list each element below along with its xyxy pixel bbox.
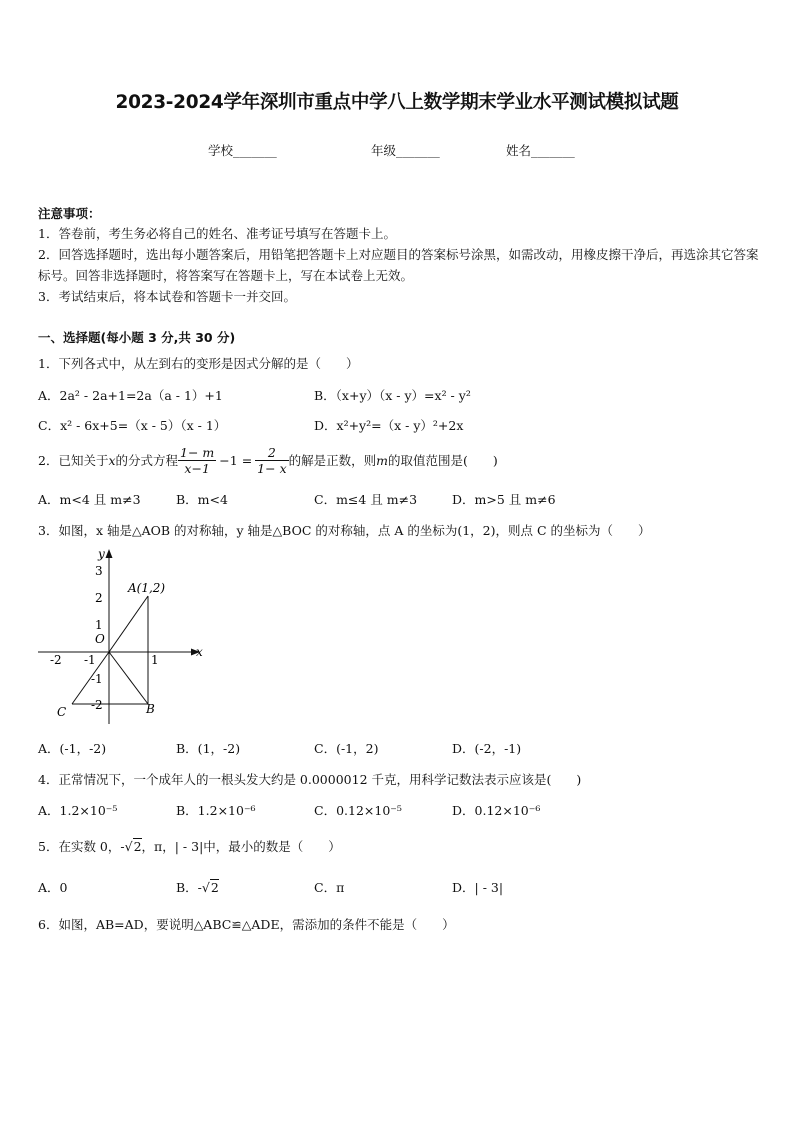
y-axis-label: y [98,547,105,561]
question-4-option-d: D．0.12×10⁻⁶ [452,803,541,818]
notice-item: 3．考试结束后，将本试卷和答题卡一并交回。 [38,289,296,304]
q2-frac1-num: 1− m [180,444,215,460]
question-2-option-d: D．m>5 且 m≠6 [452,492,556,507]
q2-minus-one: −1 = [219,452,253,468]
segment-oa [109,596,148,652]
notice-item: 1．答卷前，考生务必将自己的姓名、准考证号填写在答题卡上。 [38,226,396,241]
section-heading: 一、选择题(每小题 3 分,共 30 分) [38,330,236,345]
q5-stem-b: ，π，| - 3|中，最小的数是（ ） [141,839,341,854]
q2-fraction-2 [255,445,288,476]
coordinate-figure [38,544,218,726]
question-4-option-c: C．0.12×10⁻⁵ [314,803,402,818]
school-field: 学校_______ [208,143,277,158]
question-2-option-a: A．m<4 且 m≠3 [38,492,141,507]
question-3-option-d: D．(-2，-1) [452,741,522,756]
q2-var-m: m [376,452,388,468]
question-5-stem: 5．在实数 0，-√2，π，| - 3|中，最小的数是（ ） [38,839,341,854]
point-a-label: A(1,2) [128,581,166,595]
segment-ob [109,652,148,704]
question-5-option-b: B．-√2 [176,880,219,895]
q2-mid: 的分式方程 [115,453,179,468]
q5-b-prefix: B．- [176,880,202,895]
y-tick-label: 3 [95,564,103,578]
question-5-option-d: D．| - 3| [452,880,504,895]
q2-frac2-num: 2 [255,445,288,461]
question-5-option-a: A．0 [38,880,68,895]
y-axis-arrow [106,549,113,558]
question-2-stem [38,441,498,479]
q2-frac1-den: x−1 [184,460,210,476]
question-1-stem: 1．下列各式中，从左到右的变形是因式分解的是（ ） [38,356,359,371]
question-1-option-d: D．x²+y²=（x - y）²+2x [314,418,464,433]
q2-suffix-b: 的取值范围是( ) [388,453,498,468]
y-tick-label: 2 [95,591,103,605]
question-3-option-b: B．(1，-2) [176,741,241,756]
name-field: 姓名_______ [506,143,575,158]
q2-suffix-a: 的解是正数，则 [288,453,377,468]
q5-stem-a: 5．在实数 0，- [38,839,125,854]
question-1-option-a: A．2a² - 2a+1=2a（a - 1）+1 [38,388,223,403]
q2-var-x: x [108,452,116,468]
x-tick-label: -1 [84,653,96,667]
x-tick-label: -2 [50,653,62,667]
question-4-option-a: A．1.2×10⁻⁵ [38,803,118,818]
question-1-option-c: C．x² - 6x+5=（x - 5）（x - 1） [38,418,227,433]
x-tick-label: 1 [151,653,159,667]
question-2-option-b: B．m<4 [176,492,228,507]
question-3-option-c: C．(-1，2) [314,741,379,756]
q2-frac2-den: 1− x [257,460,287,476]
point-c-label: C [57,705,67,719]
q5-b-sqrt: 2 [210,880,219,895]
page-title: 2023-2024学年深圳市重点中学八上数学期末学业水平测试模拟试题 [115,92,679,113]
notice-heading: 注意事项： [38,206,101,221]
origin-label: O [95,632,105,646]
q2-fraction-1 [178,445,216,476]
y-tick-label: -1 [91,672,103,686]
q2-prefix: 2．已知关于 [38,453,109,468]
y-tick-label: -2 [91,698,103,712]
question-1-option-b: B．（x+y）（x - y）=x² - y² [314,388,471,403]
y-tick-label: 1 [95,618,103,632]
q5-sqrt-arg: 2 [133,839,142,854]
question-4-option-b: B．1.2×10⁻⁶ [176,803,256,818]
notice-item: 2．回答选择题时，选出每小题答案后，用铅笔把答题卡上对应题目的答案标号涂黑，如需改动，用橡皮擦干净后，再选涂其它答案标号。回答非选择题时，将答案写在答题卡上，写在本试卷上无效。 [38,247,759,283]
grade-field: 年级_______ [371,143,440,158]
point-b-label: B [146,702,155,716]
question-4-stem: 4．正常情况下，一个成年人的一根头发大约是 0.0000012 千克，用科学记数法表示应该是( ) [38,772,582,787]
question-3-stem: 3．如图，x 轴是△AOB 的对称轴，y 轴是△BOC 的对称轴，点 A 的坐标为(1，2)，则点 C 的坐标为（ ） [38,523,651,538]
x-axis-label: x [196,645,203,659]
question-3-option-a: A．(-1，-2) [38,741,107,756]
question-2-option-c: C．m≤4 且 m≠3 [314,492,418,507]
question-6-stem: 6．如图，AB=AD，要说明△ABC≌△ADE，需添加的条件不能是（ ） [38,917,455,932]
question-5-option-c: C．π [314,880,345,895]
